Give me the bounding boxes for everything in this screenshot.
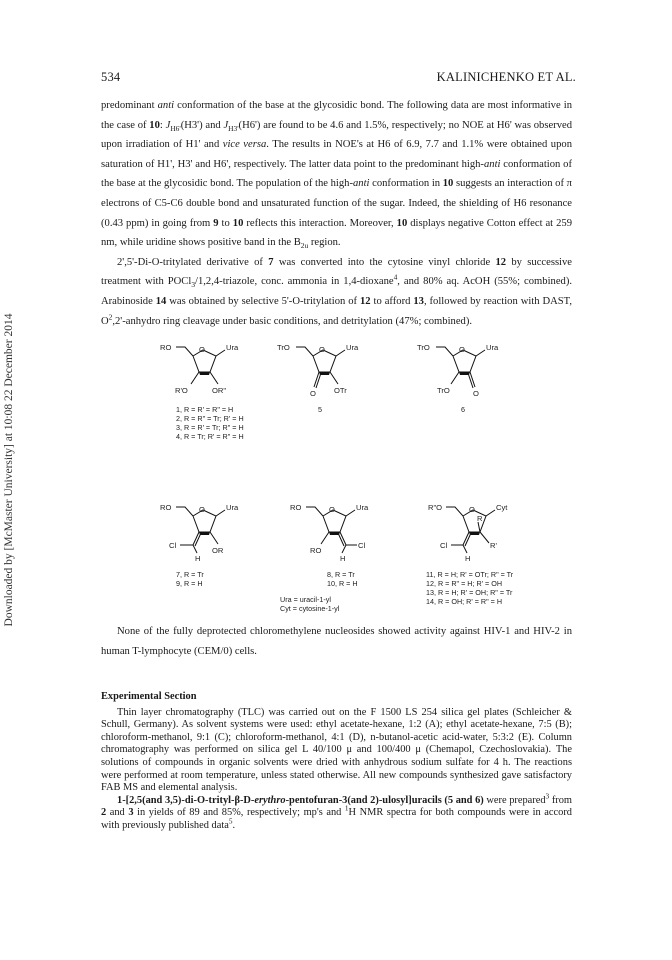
s11-cyt-label: Cyt (496, 503, 508, 512)
s8-ura-label: Ura (356, 503, 369, 512)
s8-ro2-label: RO (310, 546, 322, 555)
s5-ring-o: O (319, 345, 325, 354)
s1-r1o-label: R'O (175, 386, 188, 395)
s8-caption-2: 10, R = H (327, 579, 358, 588)
s1-caption-3: 3, R = R' = Tr; R" = H (176, 423, 244, 432)
s1-or2-label: OR" (212, 386, 227, 395)
experimental-section (101, 691, 572, 833)
s11-caption-3: 13, R = H; R' = OH; R" = Tr (426, 588, 513, 597)
paragraph-1: predominant anti conformation of the base at the glycosidic bond. The following data are most informative in the case of 10: $J_{H6'}(H3')$ and $J_{H3'}(H6')$ are found to be 4.6 and 1.5%, respectively; no NOE at H6' was observed upon irradiation of H1' and vice versa. The results in NOE's at H6 of 6.9, 7.7 and 1.1% were obtained upon saturation of H1', H3' and H6', respectively. The latter data point to the predominant high-anti conformation of the base at the glycosidic bond. The population of the high-anti conformation in 10 suggests an interaction of π electrons of C5-C6 double bond and unsaturated function of the sugar. Indeed, the shielding of H6 resonance (0.43 ppm) in going from 9 to 10 reflects this interaction. Moreover, 10 displays negative Cotton effect at 259 nm, while uridine shows positive band in the $B_{2u}$ region. (101, 100, 573, 251)
experimental-paragraph-1: Thin layer chromatography (TLC) was carried out on the F 1500 LS 254 silica gel plates (Schleicher & Schull, Germany). As solvent systems were used: ethyl acetate-hexane, 1:2 (A); ethyl acetate-hexane, 7:5 (B); chloroform-methanol, 9:1 (C); chloroform-methanol, 4:1 (D), n-butanol-acetic acid-water, 5:3:2 (E). Column chromatography was performed on silica gel L 40/100 μ and 100/400 μ (Chemapol, Czechoslovakia). The solutions of compounds in organic solvents were dried with anhydrous sodium sulfate for 4 h. The reactions were performed at room temperature, unless stated otherwise. All new compounds synthesized gave satisfactory FAB MS and elemental analysis. (101, 706, 572, 794)
s11-r1-label: R' (490, 541, 497, 550)
s5-number: 5 (318, 405, 322, 414)
s5-otr-label: OTr (334, 386, 347, 395)
s7-caption-2: 9, R = H (176, 579, 203, 588)
s1-caption-4: 4, R = Tr; R' = R" = H (176, 432, 244, 441)
s7-caption-1: 7, R = Tr (176, 570, 204, 579)
experimental-paragraph-2: 1-[2,5(and 3,5)-di-O-trityl-β-D-erythro-pentofuran-3(and 2)-ulosyl]uracils (5 and 6) were prepared$^3$ from 2 and 3 in yields of 89 and 85%, respectively; mp's and $^1$H NMR spectra for both compounds were in accord with previously published data$^5$. (101, 792, 573, 831)
legend-ura: Ura = uracil-1-yl (280, 595, 331, 604)
s8-ring-o: O (329, 505, 335, 514)
s7-or-label: OR (212, 546, 224, 555)
s8-ro-label: RO (290, 503, 302, 512)
running-head: KALINICHENKO ET AL. (436, 70, 576, 84)
s7-ura-label: Ura (226, 503, 239, 512)
s11-h-label: H (465, 554, 471, 563)
s1-caption-1: 1, R = R' = R" = H (176, 405, 234, 414)
s11-caption-4: 14, R = OH; R' = R" = H (426, 597, 503, 606)
body-text-after-scheme (101, 622, 572, 661)
s8-caption-1: 8, R = Tr (327, 570, 355, 579)
s6-ura-label: Ura (486, 343, 499, 352)
s7-ro-label: RO (160, 503, 172, 512)
paragraph-2: 2',5'-Di-O-tritylated derivative of 7 was converted into the cytosine vinyl chloride 12 by successive treatment with POCl$_3$/1,2,4-triazole, conc. ammonia in 1,4-dioxane$^4$, and 80% aq. AcOH (55%; combined). Arabinoside 14 was obtained by selective 5'-O-tritylation of 12 to afford 13, followed by reaction with DAST, $O^2,2'$-anhydro ring cleavage under basic conditions, and detritylation (47%; combined). (101, 256, 573, 327)
s11-caption-2: 12, R = R" = H; R' = OH (426, 579, 503, 588)
download-note: Downloaded by [McMaster University] at 10:08 22 December 2014 (3, 313, 15, 627)
s5-tro-label: TrO (277, 343, 290, 352)
s1-ro-label: RO (160, 343, 172, 352)
page-number: 534 (101, 70, 121, 84)
s6-number: 6 (461, 405, 465, 414)
s6-tro2-label: TrO (437, 386, 450, 395)
s1-ring-o: O (199, 345, 205, 354)
s7-cl-label: Cl (169, 541, 177, 550)
s11-r-label: R (477, 514, 483, 523)
s6-keto-o: O (473, 389, 479, 398)
s11-r2o-label: R"O (428, 503, 443, 512)
s5-ura-label: Ura (346, 343, 359, 352)
s11-ring-o: O (469, 505, 475, 514)
s11-cl-label: Cl (440, 541, 448, 550)
s11-caption-1: 11, R = H; R' = OTr; R" = Tr (426, 570, 514, 579)
s6-ring-o: O (459, 345, 465, 354)
legend-cyt: Cyt = cytosine-1-yl (280, 604, 340, 613)
s8-h-label: H (340, 554, 346, 563)
s7-h-label: H (195, 554, 201, 563)
s8-cl-label: Cl (358, 541, 366, 550)
s7-ring-o: O (199, 505, 205, 514)
s5-keto-o: O (310, 389, 316, 398)
s6-tro-label: TrO (417, 343, 430, 352)
s1-caption-2: 2, R = R" = Tr; R' = H (176, 414, 244, 423)
s1-ura-label: Ura (226, 343, 239, 352)
paragraph-3: None of the fully deprotected chloromethylene nucleosides showed activity against HIV-1 and HIV-2 in human T-lymphocyte (CEM/0) cells. (101, 626, 572, 657)
section-heading: Experimental Section (101, 691, 197, 702)
